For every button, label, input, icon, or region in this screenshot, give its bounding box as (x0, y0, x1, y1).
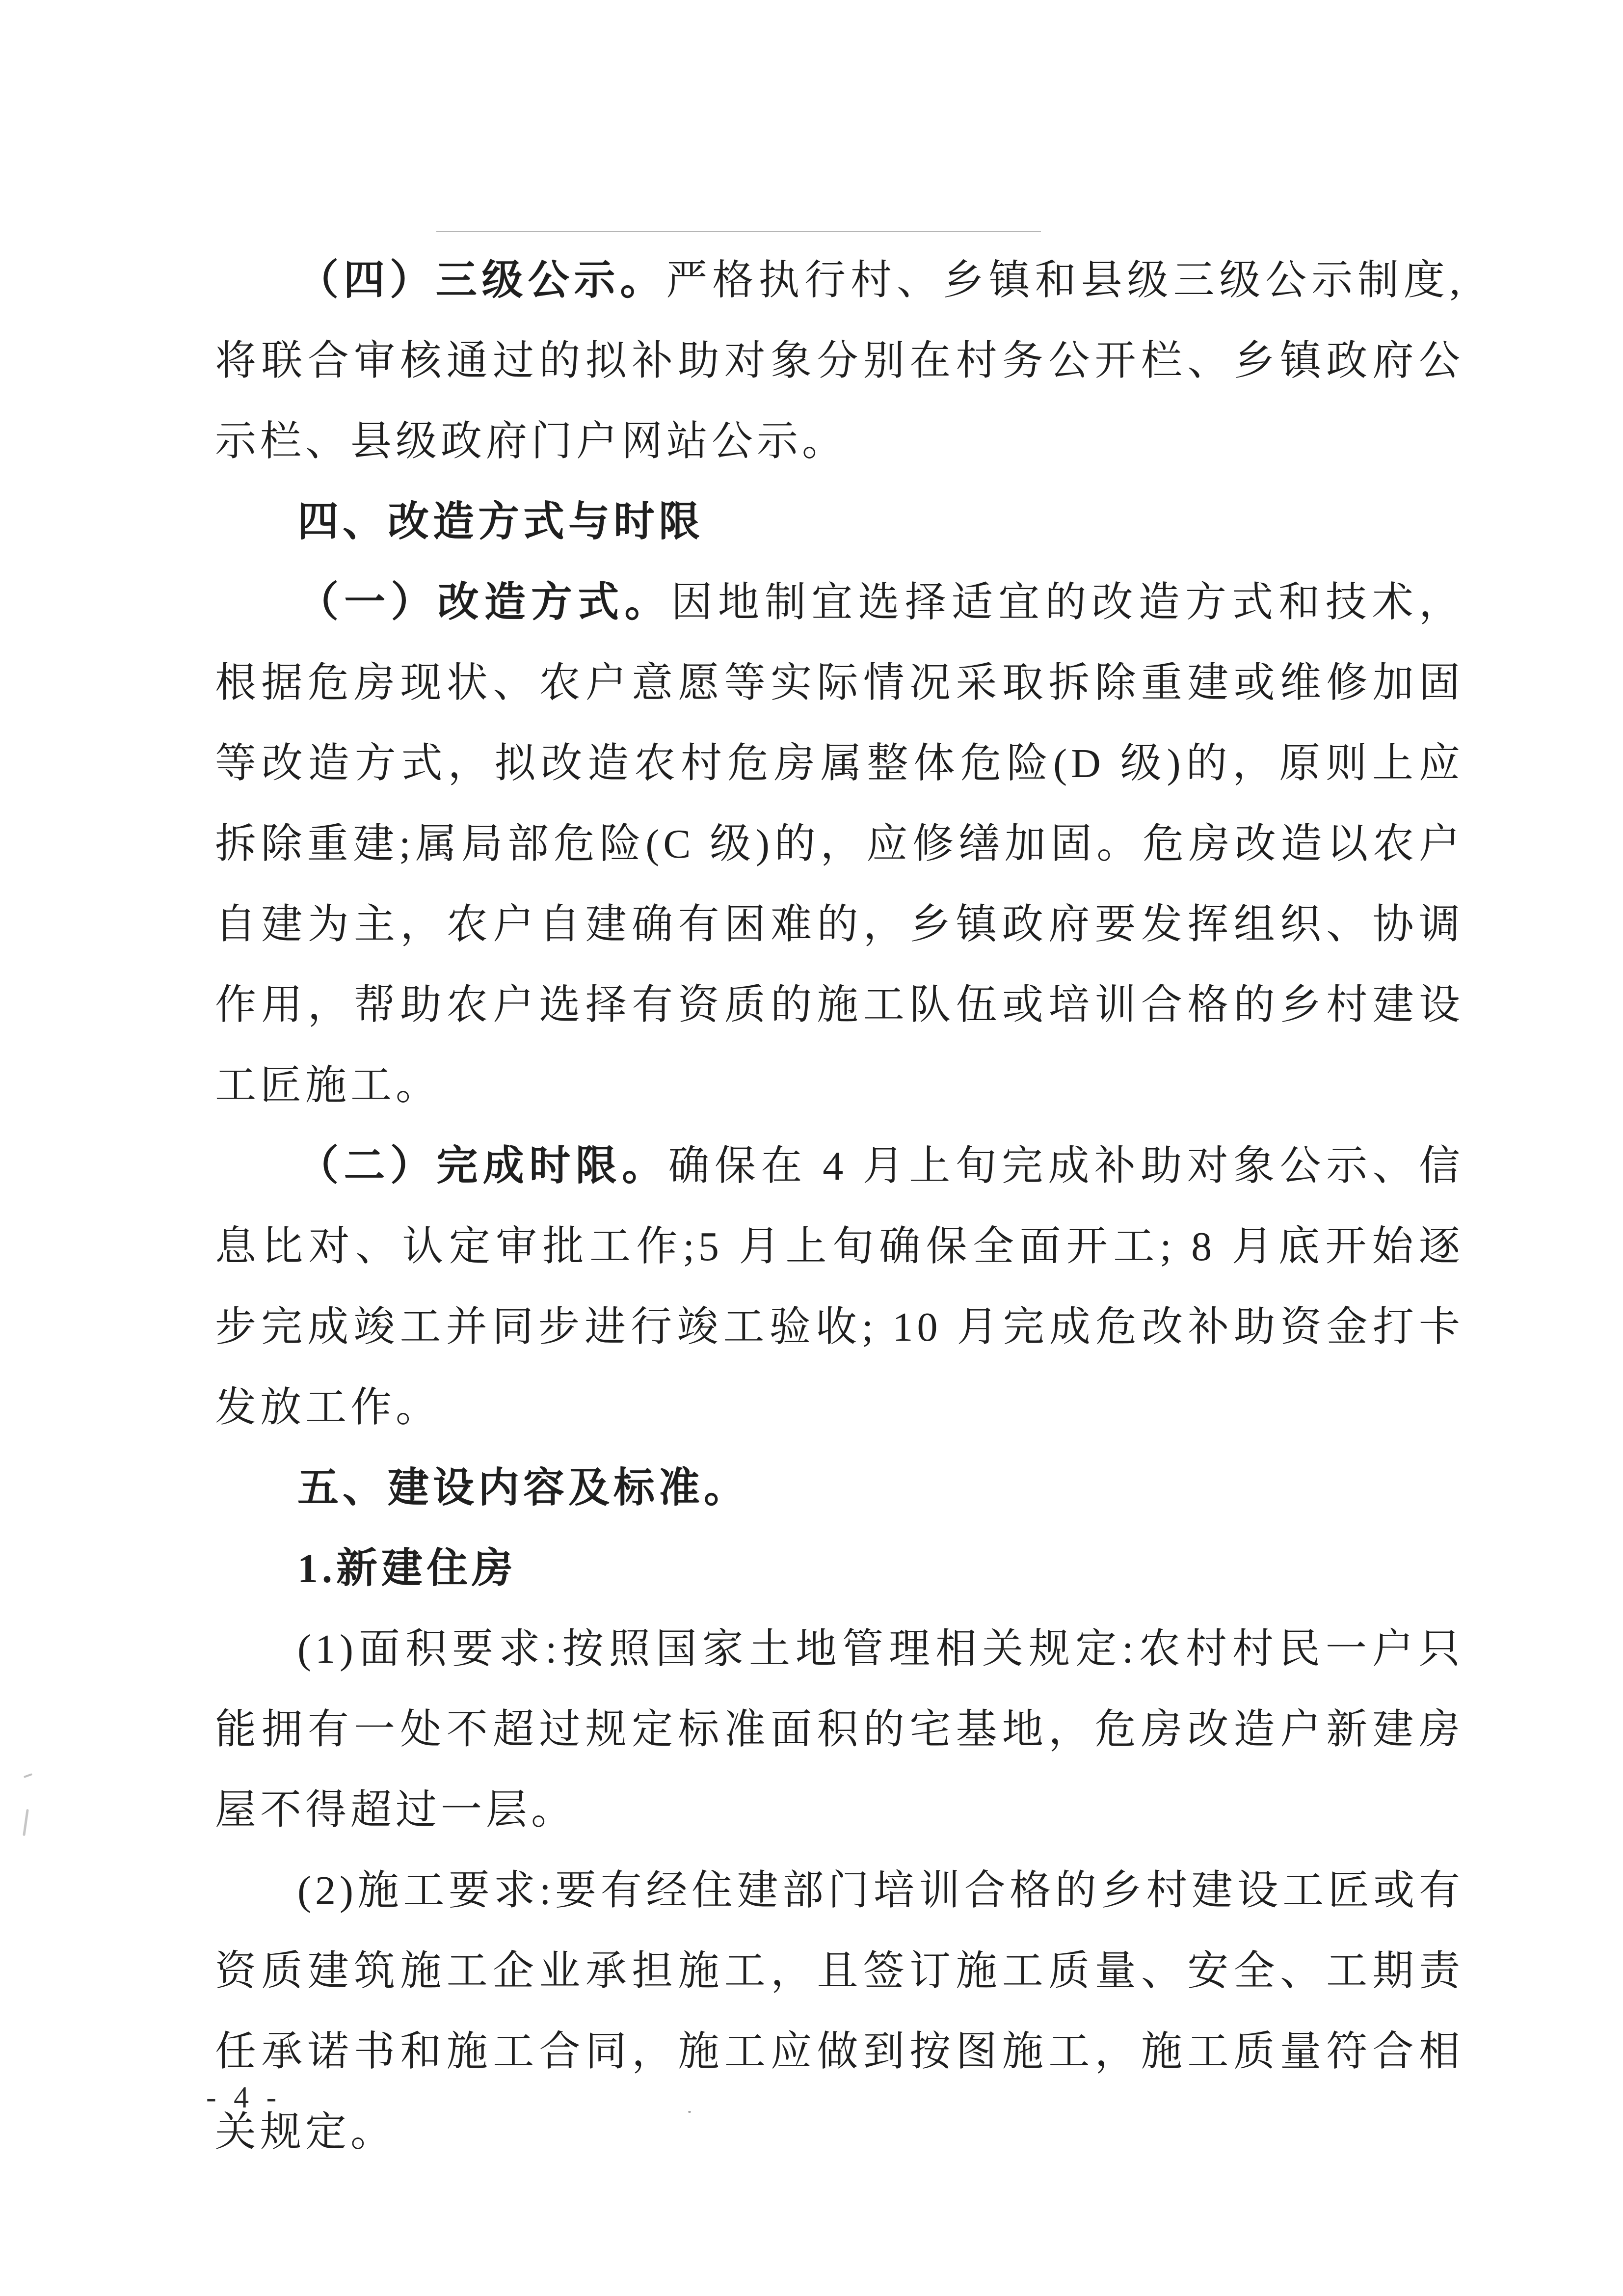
scan-rule-artifact (436, 231, 1041, 232)
paragraph-lead-label: （四）三级公示。 (297, 258, 666, 303)
heading-new-housing (215, 1529, 1464, 1609)
paragraph-construction-requirement (215, 1851, 1464, 2173)
scan-speck-artifact (688, 2111, 691, 2113)
paragraph-area-requirement (215, 1609, 1464, 1851)
paragraph-lead-label: （一）改造方式。 (297, 580, 671, 625)
heading-section-four (215, 482, 1464, 563)
scan-smudge-artifact (24, 1773, 32, 1778)
paragraph-text: (2)施工要求:要有经住建部门培训合格的乡村建设工匠或有资质建筑施工企业承担施工，且签订施工质量、安全、工期责任承诺书和施工合同，施工应做到按图施工，施工质量符合相关规定。 (215, 1868, 1464, 2155)
section-heading-text: 五、建设内容及标准。 (297, 1465, 749, 1511)
paragraph-lead-label: （二）完成时限。 (297, 1143, 668, 1189)
paragraph-completion-deadline (215, 1126, 1464, 1448)
subsection-heading-text: 1.新建住房 (297, 1546, 517, 1592)
section-heading-text: 四、改造方式与时限 (297, 499, 704, 545)
paragraph-text: (1)面积要求:按照国家土地管理相关规定:农村村民一户只能拥有一处不超过规定标准面积的宅基地，危房改造户新建房屋不得超过一层。 (215, 1626, 1464, 1833)
paragraph-renovation-method (215, 563, 1464, 1126)
paragraph-three-level-publicity (215, 241, 1464, 482)
heading-section-five (215, 1448, 1464, 1529)
paragraph-text: 因地制宜选择适宜的改造方式和技术，根据危房现状、农户意愿等实际情况采取拆除重建或维修加固等改造方式，拟改造农村危房属整体危险(D 级)的，原则上应拆除重建;属局部危险(C 级)的，应修缮加固。危房改造以农户自建为主，农户自建确有困难的，乡镇政府要发挥组织、协调作用，帮助农户选择有资质的施工队伍或培训合格的乡村建设工匠施工。 (215, 580, 1464, 1108)
document-body (215, 241, 1464, 2173)
paragraph-text: 确保在 4 月上旬完成补助对象公示、信息比对、认定审批工作;5 月上旬确保全面开工; 8 月底开始逐步完成竣工并同步进行竣工验收; 10 月完成危改补助资金打卡发放工作。 (215, 1143, 1464, 1431)
scan-smudge-artifact (23, 1809, 29, 1836)
paragraph-text: 严格执行村、乡镇和县级三级公示制度,将联合审核通过的拟补助对象分别在村务公开栏、乡镇政府公示栏、县级政府门户网站公示。 (215, 258, 1464, 464)
page-number: - 4 - (206, 2081, 282, 2114)
